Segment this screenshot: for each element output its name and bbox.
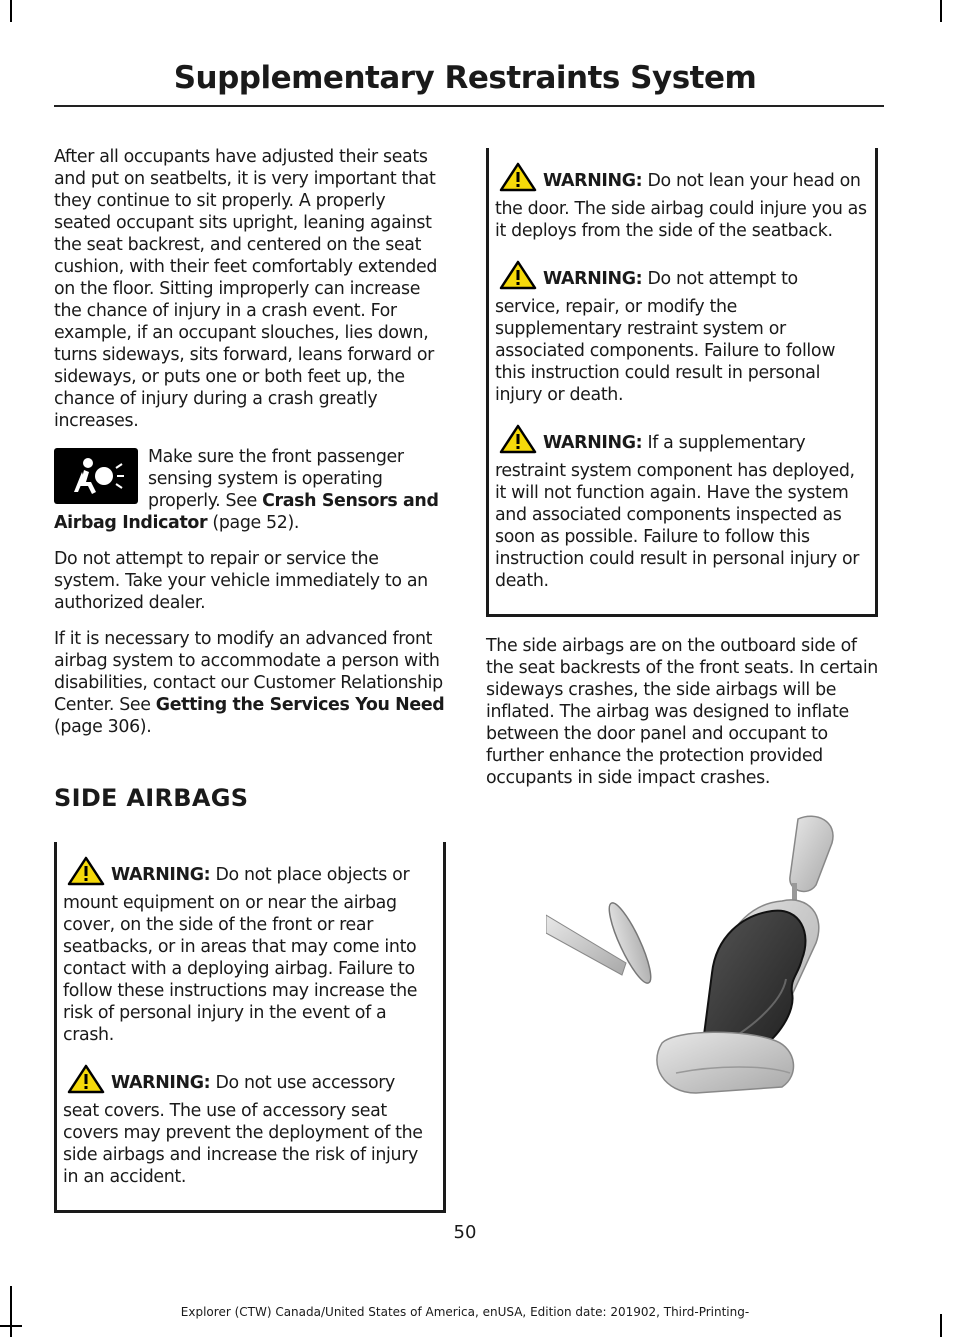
warning-text: Do not attempt to service, repair, or modify the supplementary restraint system or associated components. Failure to follow this instruction could result in personal injury or death.	[495, 269, 836, 405]
warning-box-left	[54, 842, 446, 1213]
passenger-airbag-icon	[54, 448, 138, 504]
indicator-page: (page 52).	[207, 513, 300, 533]
header-divider	[54, 105, 884, 107]
side-airbags-paragraph: The side airbags are on the outboard side of the seat backrests of the front seats. In certain sideways crashes, the side airbags will be inflated. The airbag was designed to inflate between the door panel and occupant to further enhance the protection provided occupants in side impact crashes.	[486, 636, 878, 788]
warning-triangle-icon	[499, 260, 537, 296]
crop-mark	[940, 0, 942, 22]
intro-paragraph: After all occupants have adjusted their seats and put on seatbelts, it is very important that they continue to sit properly. A properly seated occupant sits upright, leaning against the seat backrest, and centered on the seat cushion, with their feet comfortably extended on the floor. Sitting improperly can increase the chance of injury in a crash event. For example, if an occupant slouches, lies down, turns sideways, sits forward, leans forward or sideways, or puts one or both feet up, the chance of injury during a crash greatly increases.	[54, 147, 438, 431]
right-column	[486, 148, 878, 1103]
warning-text: If a supplementary restraint system component has deployed, it will not function again. Have the system and associated components inspected as soon as possible. Failure to follow this instruction could result in personal injury or death.	[495, 433, 860, 591]
modify-text: If it is necessary to modify an advanced front airbag system to accommodate a person with disabilities, contact our Customer Relationship Center. See	[54, 629, 443, 715]
warning-triangle-icon	[67, 856, 105, 892]
warning-item	[495, 424, 867, 592]
warning-item	[495, 260, 867, 406]
crop-mark	[10, 0, 12, 22]
warning-label: WARNING:	[543, 171, 643, 191]
warning-label: WARNING:	[111, 865, 211, 885]
warning-label: WARNING:	[543, 433, 643, 453]
services-link[interactable]: Getting the Services You Need	[155, 695, 445, 715]
warning-text: Do not use accessory seat covers. The use of accessory seat covers may prevent the deployment of the side airbags and increase the risk of injury in an accident.	[63, 1073, 423, 1187]
warning-text: Do not lean your head on the door. The side airbag could injure you as it deploys from the side of the seatback.	[495, 171, 867, 241]
warning-label: WARNING:	[543, 269, 643, 289]
section-heading: SIDE AIRBAGS	[54, 784, 249, 812]
warning-box-right	[486, 148, 878, 617]
indicator-text: Make sure the front passenger sensing system is operating properly. See	[148, 447, 404, 511]
warning-item	[63, 856, 435, 1046]
page-title: Supplementary Restraints System	[173, 60, 757, 96]
warning-triangle-icon	[499, 162, 537, 198]
page-footer: Explorer (CTW) Canada/United States of America, enUSA, Edition date: 201902, Third-Printing-	[180, 1305, 750, 1319]
warning-text: Do not place objects or mount equipment on or near the airbag cover, on the side of the front or rear seatbacks, or in areas that may come into contact with a deploying airbag. Failure to follow these instructions may increase the risk of personal injury in the event of a crash.	[63, 865, 418, 1045]
warning-item	[495, 162, 867, 242]
indicator-note	[54, 446, 446, 548]
crop-mark	[940, 1314, 942, 1337]
crop-mark	[0, 1325, 22, 1327]
warning-triangle-icon	[67, 1064, 105, 1100]
modify-paragraph	[54, 628, 446, 738]
page-number: 50	[453, 1222, 477, 1243]
modify-page: (page 306).	[54, 717, 152, 737]
warning-label: WARNING:	[111, 1073, 211, 1093]
crash-sensors-link[interactable]: Crash Sensors and Airbag Indicator	[54, 491, 439, 533]
warning-triangle-icon	[499, 424, 537, 460]
warning-item	[63, 1064, 435, 1188]
repair-paragraph: Do not attempt to repair or service the system. Take your vehicle immediately to an authorized dealer.	[54, 549, 428, 613]
left-column	[54, 146, 446, 1213]
side-airbag-seat-illustration	[546, 803, 846, 1103]
